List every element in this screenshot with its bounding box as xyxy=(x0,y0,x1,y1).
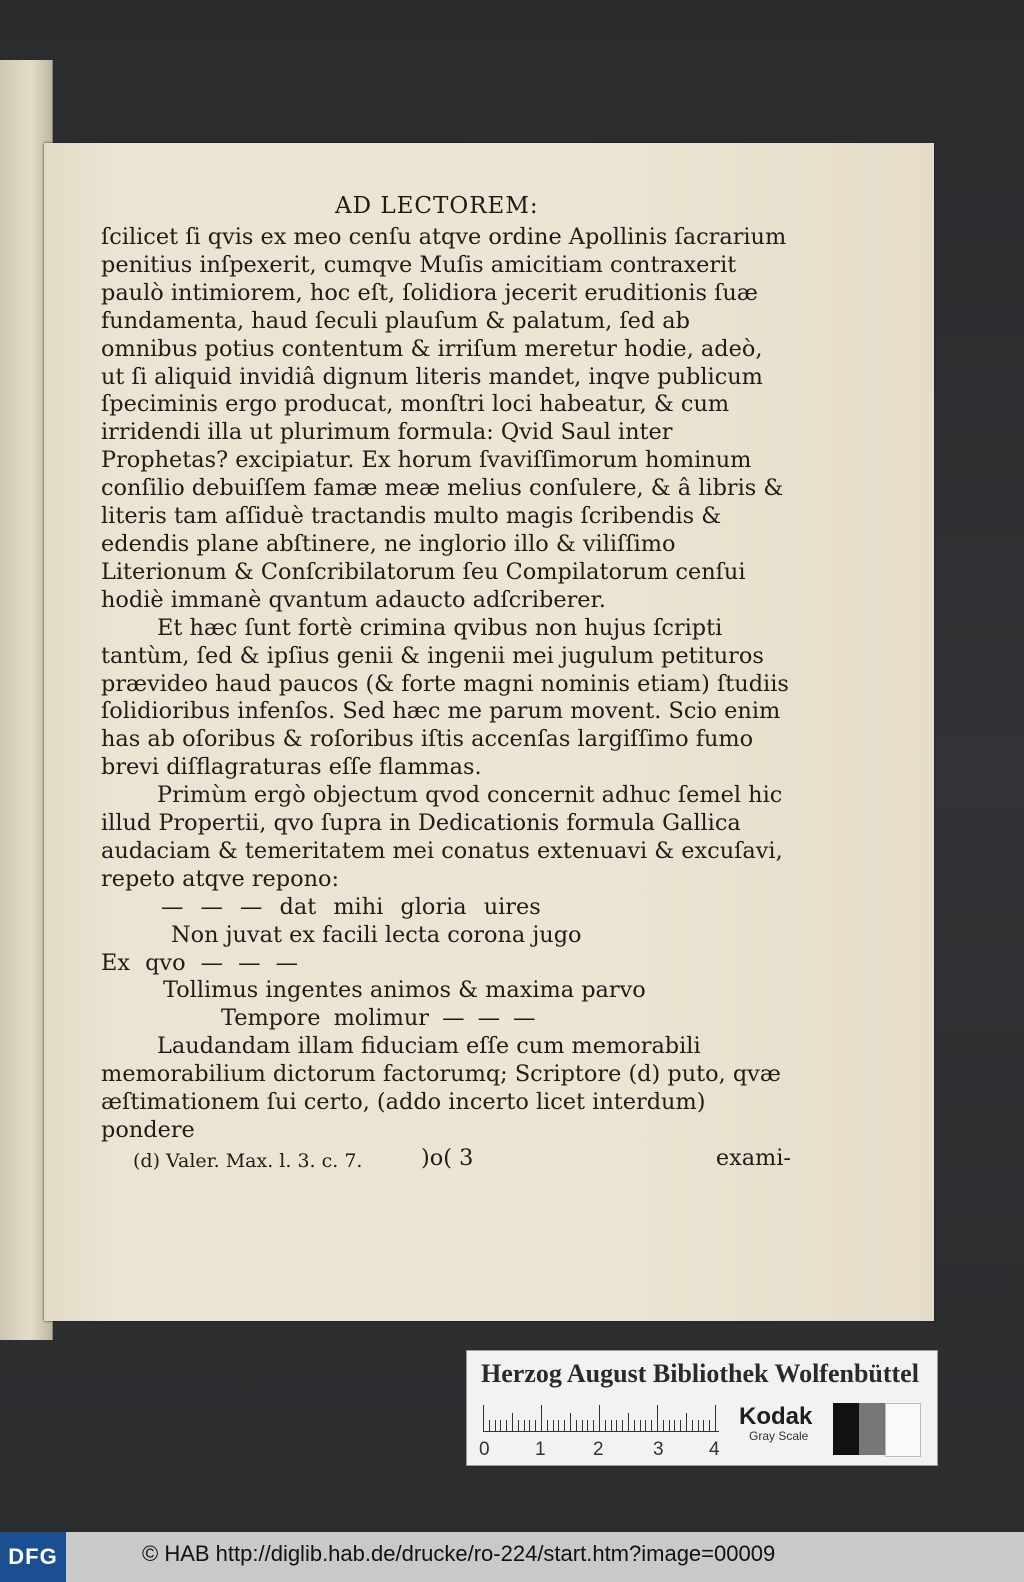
ruler-tick xyxy=(570,1413,571,1431)
ruler-tick xyxy=(489,1420,490,1431)
ruler-tick xyxy=(518,1420,519,1431)
ruler-tick xyxy=(558,1420,559,1431)
ruler-tick xyxy=(640,1420,641,1431)
ruler-tick xyxy=(576,1420,577,1431)
verse-line: Non juvat ex facili lecta corona jugo xyxy=(171,921,582,948)
signature-mark: )o( 3 xyxy=(421,1144,474,1171)
copyright-link[interactable]: © HAB http://diglib.hab.de/drucke/ro-224/start.htm?image=00009 xyxy=(142,1541,776,1566)
paragraph-3: Primùm ergò objectum qvod concernit adhuc ſemel hic illud Propertii, qvo ſupra in Dedicationis formula Gallica audaciam & temeritatem mei conatus extenuavi & excuſavi, repeto atqve repono: xyxy=(101,782,783,892)
ruler-number: 3 xyxy=(653,1439,664,1460)
ruler-tick xyxy=(657,1405,658,1431)
ruler-tick xyxy=(680,1420,681,1431)
ruler-number: 1 xyxy=(535,1439,546,1460)
paragraph-1: ſcilicet ſi qvis ex meo cenſu atqve ordine Apollinis ſacrarium penitius inſpexerit, cumqve Muſis amicitiam contraxerit paulò intimiorem, hoc eſt, ſolidiora jecerit eruditionis ſuæ fundamenta, haud ſeculi plauſum & palatum, ſed ab omnibus potius contentum & irriſum meretur hodie, adeò, ut ſi aliquid invidiâ dignum literis mandet, inqve publicum ſpeciminis ergo producat, monſtri loci habeatur, & cum irridendi illa ut plurimum formula: Qvid Saul inter Prophetas? excipiatur. Ex horum ſvaviſſimorum hominum conſilio debuiſſem famæ meæ melius conſulere, & â libris & literis tam aſſiduè tractandis multo magis ſcribendis & edendis plane abſtinere, ne inglorio illo & viliſſimo Literionum & Conſcribilatorum ſeu Compilatorum cenſui hodiè immanè qvantum adaucto adſcriberer. xyxy=(101,224,787,613)
kodak-logo: Kodak xyxy=(739,1403,813,1430)
ruler-tick xyxy=(715,1405,716,1431)
gray-scale-label: Gray Scale xyxy=(749,1429,809,1443)
ruler-tick xyxy=(616,1420,617,1431)
verse-line: Tempore molimur — — — xyxy=(221,1005,536,1032)
ruler-tick xyxy=(582,1420,583,1431)
running-head: AD LECTOREM: xyxy=(335,193,539,219)
footnote: (d) Valer. Max. l. 3. c. 7. xyxy=(133,1150,363,1172)
ruler-tick xyxy=(593,1420,594,1431)
ruler-tick xyxy=(529,1420,530,1431)
ruler-tick xyxy=(506,1420,507,1431)
ruler-tick xyxy=(674,1420,675,1431)
ruler-tick xyxy=(622,1420,623,1431)
library-name: Herzog August Bibliothek Wolfenbüttel xyxy=(481,1359,919,1388)
ruler-tick xyxy=(663,1420,664,1431)
ruler-tick xyxy=(541,1405,542,1431)
ruler-tick xyxy=(651,1420,652,1431)
body-text xyxy=(101,224,791,1173)
ruler-number: 4 xyxy=(709,1439,720,1460)
ruler-tick xyxy=(634,1420,635,1431)
verse-line: Tollimus ingentes animos & maxima parvo xyxy=(163,977,646,1004)
ruler-tick xyxy=(547,1420,548,1431)
ruler-number: 2 xyxy=(593,1439,604,1460)
ruler-tick xyxy=(669,1420,670,1431)
gray-swatch-mid xyxy=(859,1403,885,1455)
dfg-logo: DFG xyxy=(0,1532,66,1582)
ruler-tick xyxy=(698,1420,699,1431)
ruler-tick xyxy=(564,1420,565,1431)
gray-swatch-light xyxy=(885,1403,921,1457)
catchword: exami- xyxy=(715,1144,791,1171)
measurement-ruler xyxy=(483,1405,719,1432)
ruler-tick xyxy=(495,1420,496,1431)
paragraph-2: Et hæc ſunt fortè crimina qvibus non hujus ſcripti tantùm, ſed & ipſius genii & ingenii mei jugulum petituros prævideo haud paucos (& forte magni nominis etiam) ſtudiis ſolidioribus infenſos. Sed hæc me parum movent. Scio enim has ab oſoribus & roſoribus iſtis accenſas largiſſimo fumo brevi diſflagraturas eſſe flammas. xyxy=(101,614,789,781)
ruler-tick xyxy=(500,1420,501,1431)
ruler-tick xyxy=(709,1420,710,1431)
viewer-footer xyxy=(0,1532,1024,1582)
ruler-tick xyxy=(692,1420,693,1431)
color-calibration-card xyxy=(466,1350,938,1466)
ruler-tick xyxy=(587,1420,588,1431)
ruler-number: 0 xyxy=(479,1439,490,1460)
ruler-tick xyxy=(628,1413,629,1431)
gray-swatch-black xyxy=(833,1403,859,1455)
ruler-tick xyxy=(483,1405,484,1431)
ruler-tick xyxy=(605,1420,606,1431)
paragraph-4: Laudandam illam fiduciam eſſe cum memorabili memorabilium dictorum factorumq; Scriptore (d) puto, qvæ æſtimationem ſui certo, (addo incerto licet interdum) pondere xyxy=(101,1033,781,1143)
ruler-tick xyxy=(524,1420,525,1431)
ruler-tick xyxy=(512,1413,513,1431)
ruler-tick xyxy=(599,1405,600,1431)
ruler-tick xyxy=(645,1420,646,1431)
ruler-tick xyxy=(611,1420,612,1431)
verse-line: Ex qvo — — — xyxy=(101,949,299,976)
ruler-tick xyxy=(686,1413,687,1431)
ruler-tick xyxy=(535,1420,536,1431)
verse-line: — — — dat mihi gloria uires xyxy=(161,893,541,920)
ruler-tick xyxy=(703,1420,704,1431)
ruler-tick xyxy=(553,1420,554,1431)
